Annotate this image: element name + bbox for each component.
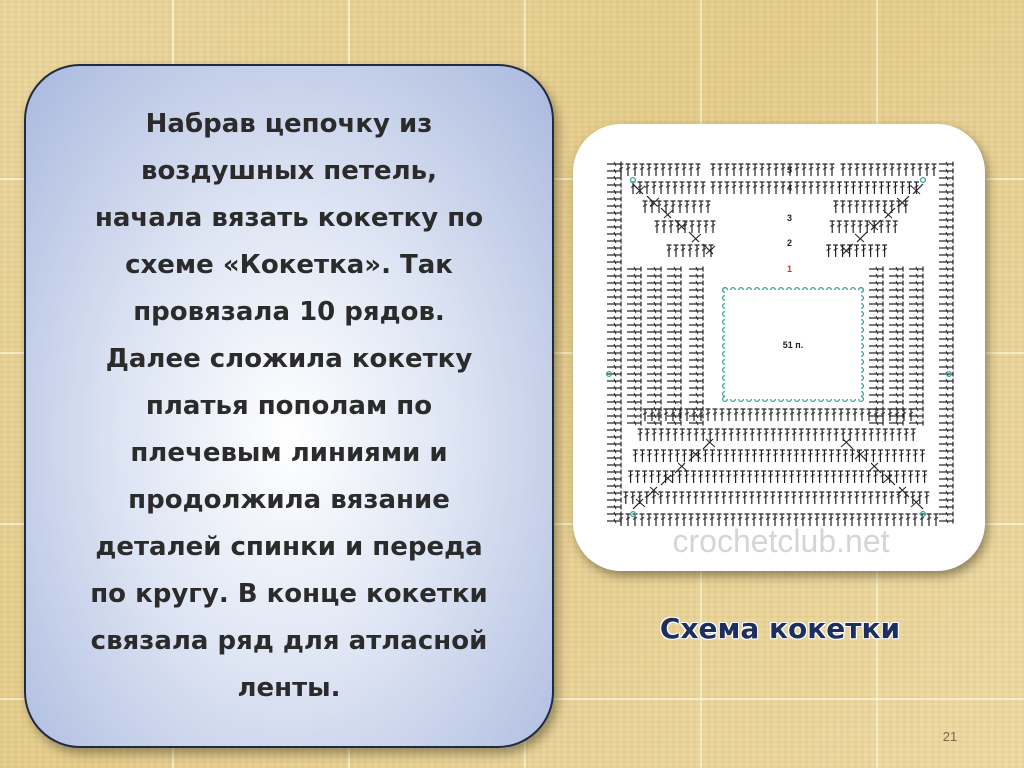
stitch-mark bbox=[897, 487, 906, 495]
row-number: 3 bbox=[787, 213, 793, 223]
row-number: 1 bbox=[787, 264, 793, 274]
stitch-mark bbox=[678, 222, 687, 230]
stitch-mark bbox=[855, 234, 864, 242]
stitch-mark bbox=[650, 487, 659, 495]
row-number: 5 bbox=[787, 165, 793, 175]
stitch-mark bbox=[883, 210, 892, 218]
stitch-mark bbox=[692, 451, 701, 459]
crochet-yoke-diagram bbox=[573, 124, 985, 571]
diagram-caption: Схема кокетки bbox=[659, 612, 901, 645]
chain-stitch-mark bbox=[921, 178, 926, 183]
stitch-mark bbox=[883, 475, 892, 483]
stitch-mark bbox=[636, 499, 645, 507]
crochet-diagram-frame bbox=[573, 124, 985, 571]
diagram-watermark: crochetclub.net bbox=[672, 523, 890, 559]
stitch-mark bbox=[869, 463, 878, 471]
stitch-mark bbox=[841, 439, 850, 447]
stitch-mark bbox=[869, 222, 878, 230]
row-numbers bbox=[787, 165, 792, 274]
description-text: Набрав цепочку из воздушных петель, начала вязать кокетку по схеме «Кокетка». Так провязала 10 рядов. Далее сложила кокетку платья пополам по плечевым линиями и продолжила вязание деталей спинки и переда по кругу. В конце кокетки связала ряд для атласной ленты. bbox=[90, 108, 488, 703]
stitch-mark bbox=[692, 234, 701, 242]
stitch-mark bbox=[678, 463, 687, 471]
row-number: 4 bbox=[787, 183, 793, 193]
description-panel bbox=[24, 64, 554, 748]
stitch-mark bbox=[650, 198, 659, 206]
center-stitch-count: 51 п. bbox=[782, 340, 804, 350]
stitch-mark bbox=[664, 210, 673, 218]
row-number: 2 bbox=[787, 238, 793, 248]
slide-number: 21 bbox=[942, 729, 958, 744]
